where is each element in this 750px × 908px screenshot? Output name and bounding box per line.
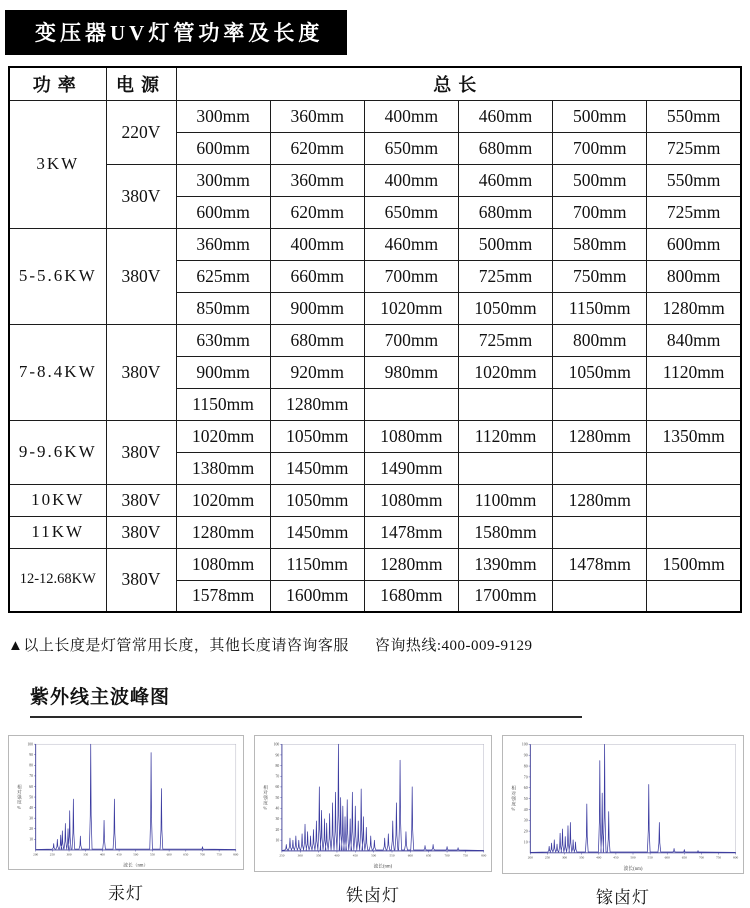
length-cell: 1490mm [364, 452, 458, 484]
empty-cell [364, 388, 458, 420]
svg-text:10: 10 [275, 838, 280, 843]
length-cell: 1080mm [364, 420, 458, 452]
svg-text:700: 700 [199, 852, 206, 857]
iron-halide-spectrum-chart [254, 735, 492, 872]
svg-text:70: 70 [523, 775, 528, 780]
note-hotline: 咨询热线:400-009-9129 [374, 638, 533, 654]
length-cell: 1150mm [176, 388, 270, 420]
svg-text:30: 30 [523, 818, 528, 823]
length-cell: 625mm [176, 260, 270, 292]
power-cell: 9-9.6KW [9, 420, 106, 484]
chart-caption-iron-halide: 铁卤灯 [346, 885, 400, 905]
length-cell: 1100mm [458, 484, 552, 516]
length-cell: 1020mm [364, 292, 458, 324]
length-cell: 1020mm [176, 484, 270, 516]
length-cell: 550mm [647, 164, 741, 196]
empty-cell [458, 388, 552, 420]
svg-text:800: 800 [733, 855, 739, 860]
svg-text:80: 80 [523, 764, 528, 769]
length-cell: 1478mm [553, 548, 647, 580]
svg-text:500: 500 [133, 852, 139, 857]
charts-row [8, 735, 744, 908]
spec-table-header [9, 67, 741, 100]
length-cell: 725mm [647, 196, 741, 228]
svg-text:350: 350 [83, 852, 89, 857]
empty-cell [647, 452, 741, 484]
voltage-cell: 380V [106, 420, 176, 484]
length-cell: 460mm [364, 228, 458, 260]
svg-text:30: 30 [29, 816, 34, 821]
svg-text:650: 650 [681, 855, 687, 860]
length-cell: 680mm [458, 196, 552, 228]
mercury-spectrum-plot [10, 737, 242, 868]
svg-text:40: 40 [29, 805, 34, 810]
svg-text:70: 70 [275, 774, 280, 779]
svg-text:10: 10 [523, 840, 528, 845]
svg-text:60: 60 [275, 785, 280, 790]
length-cell: 1600mm [270, 580, 364, 612]
table-row [9, 164, 741, 196]
length-cell: 1280mm [176, 516, 270, 548]
header-power: 功率 [9, 67, 106, 100]
length-cell: 800mm [553, 324, 647, 356]
svg-text:60: 60 [523, 786, 528, 791]
table-row [9, 548, 741, 580]
chart-figure-gallium-halide [502, 735, 744, 908]
iron-halide-spectrum-plot [256, 737, 490, 870]
page-title: 变压器UV灯管功率及长度 [5, 10, 347, 55]
svg-text:90: 90 [275, 753, 280, 758]
svg-text:400: 400 [334, 853, 340, 858]
table-row [9, 420, 741, 452]
voltage-cell: 220V [106, 100, 176, 164]
svg-text:350: 350 [316, 853, 322, 858]
svg-text:800: 800 [233, 852, 239, 857]
length-cell: 980mm [364, 356, 458, 388]
svg-text:400: 400 [99, 852, 105, 857]
svg-text:500: 500 [371, 853, 377, 858]
svg-text:600: 600 [407, 853, 413, 858]
svg-text:80: 80 [275, 763, 280, 768]
power-cell: 3KW [9, 100, 106, 228]
spec-table-body [9, 100, 741, 612]
svg-text:100: 100 [521, 742, 528, 747]
length-cell: 400mm [364, 100, 458, 132]
svg-text:250: 250 [279, 853, 285, 858]
svg-text:波长（nm）: 波长（nm） [123, 863, 149, 869]
length-cell: 1080mm [176, 548, 270, 580]
voltage-cell: 380V [106, 548, 176, 612]
length-cell: 580mm [553, 228, 647, 260]
length-cell: 1050mm [458, 292, 552, 324]
length-cell: 1280mm [553, 420, 647, 452]
svg-text:800: 800 [481, 853, 487, 858]
power-cell: 12-12.68KW [9, 548, 106, 612]
length-cell: 680mm [458, 132, 552, 164]
length-cell: 1150mm [553, 292, 647, 324]
svg-text:200: 200 [527, 855, 533, 860]
table-row [9, 484, 741, 516]
length-cell: 1280mm [364, 548, 458, 580]
length-cell: 400mm [364, 164, 458, 196]
length-cell: 500mm [458, 228, 552, 260]
svg-text:相对强度%: 相对强度% [17, 784, 22, 810]
voltage-cell: 380V [106, 484, 176, 516]
length-cell: 300mm [176, 100, 270, 132]
svg-text:300: 300 [66, 852, 72, 857]
length-cell: 360mm [270, 164, 364, 196]
length-cell: 1390mm [458, 548, 552, 580]
length-cell: 700mm [364, 324, 458, 356]
svg-text:450: 450 [613, 855, 619, 860]
length-cell: 460mm [458, 164, 552, 196]
header-row [9, 67, 741, 100]
length-cell: 850mm [176, 292, 270, 324]
length-cell: 680mm [270, 324, 364, 356]
length-cell: 1150mm [270, 548, 364, 580]
table-row [9, 324, 741, 356]
svg-text:750: 750 [216, 852, 222, 857]
length-cell: 630mm [176, 324, 270, 356]
length-cell: 725mm [458, 324, 552, 356]
length-cell: 1120mm [458, 420, 552, 452]
svg-text:相对强度%: 相对强度% [511, 786, 517, 813]
length-cell: 1020mm [176, 420, 270, 452]
chart-figure-mercury [8, 735, 244, 908]
svg-text:250: 250 [544, 855, 551, 860]
length-cell: 1578mm [176, 580, 270, 612]
svg-text:50: 50 [523, 796, 528, 801]
length-cell: 360mm [176, 228, 270, 260]
section-title-uv-peaks: 紫外线主波峰图 [30, 682, 582, 718]
svg-text:50: 50 [29, 795, 34, 800]
svg-text:350: 350 [579, 855, 585, 860]
voltage-cell: 380V [106, 516, 176, 548]
header-source: 电源 [106, 67, 176, 100]
voltage-cell: 380V [106, 164, 176, 228]
length-cell: 650mm [364, 196, 458, 228]
power-cell: 11KW [9, 516, 106, 548]
svg-text:650: 650 [426, 853, 432, 858]
gallium-halide-spectrum-chart [502, 735, 744, 874]
svg-text:100: 100 [27, 742, 34, 747]
length-cell: 1080mm [364, 484, 458, 516]
length-cell: 1380mm [176, 452, 270, 484]
power-cell: 5-5.6KW [9, 228, 106, 324]
length-cell: 900mm [270, 292, 364, 324]
voltage-cell: 380V [106, 228, 176, 324]
svg-text:波长(nm): 波长(nm) [623, 866, 643, 872]
svg-text:550: 550 [647, 855, 653, 860]
svg-text:300: 300 [297, 853, 303, 858]
length-cell: 1478mm [364, 516, 458, 548]
length-cell: 920mm [270, 356, 364, 388]
spec-table [8, 66, 742, 613]
length-cell: 840mm [647, 324, 741, 356]
length-cell: 700mm [553, 132, 647, 164]
length-cell: 900mm [176, 356, 270, 388]
length-cell: 800mm [647, 260, 741, 292]
svg-text:550: 550 [389, 853, 395, 858]
empty-cell [458, 452, 552, 484]
length-cell: 650mm [364, 132, 458, 164]
note-line [8, 634, 750, 655]
length-cell: 600mm [176, 132, 270, 164]
length-cell: 1700mm [458, 580, 552, 612]
gallium-halide-spectrum-plot [504, 737, 742, 872]
power-cell: 7-8.4KW [9, 324, 106, 420]
empty-cell [647, 580, 741, 612]
svg-text:20: 20 [523, 829, 528, 834]
header-total-length: 总长 [176, 67, 741, 100]
mercury-spectrum-chart [8, 735, 244, 870]
length-cell: 725mm [458, 260, 552, 292]
svg-text:50: 50 [275, 795, 280, 800]
length-cell: 1050mm [270, 484, 364, 516]
empty-cell [647, 388, 741, 420]
empty-cell [647, 484, 741, 516]
svg-text:750: 750 [462, 853, 468, 858]
length-cell: 1450mm [270, 516, 364, 548]
svg-text:波长(nm): 波长(nm) [373, 864, 393, 870]
svg-text:80: 80 [29, 763, 34, 768]
svg-text:700: 700 [444, 853, 450, 858]
length-cell: 500mm [553, 164, 647, 196]
svg-text:相对强度%: 相对强度% [263, 784, 268, 811]
svg-text:400: 400 [596, 855, 602, 860]
length-cell: 620mm [270, 196, 364, 228]
length-cell: 1350mm [647, 420, 741, 452]
svg-text:200: 200 [33, 852, 39, 857]
svg-text:600: 600 [166, 852, 172, 857]
svg-text:10: 10 [29, 837, 34, 842]
svg-text:90: 90 [523, 753, 528, 758]
length-cell: 750mm [553, 260, 647, 292]
svg-text:700: 700 [698, 855, 705, 860]
svg-text:450: 450 [116, 852, 122, 857]
length-cell: 500mm [553, 100, 647, 132]
length-cell: 1050mm [270, 420, 364, 452]
svg-text:600: 600 [664, 855, 670, 860]
length-cell: 700mm [364, 260, 458, 292]
chart-caption-mercury: 汞灯 [108, 884, 144, 904]
length-cell: 1280mm [553, 484, 647, 516]
voltage-cell: 380V [106, 324, 176, 420]
table-row [9, 100, 741, 132]
length-cell: 550mm [647, 100, 741, 132]
svg-text:30: 30 [275, 817, 280, 822]
svg-text:650: 650 [183, 852, 189, 857]
svg-text:500: 500 [630, 855, 636, 860]
length-cell: 1120mm [647, 356, 741, 388]
svg-text:250: 250 [49, 852, 55, 857]
power-cell: 10KW [9, 484, 106, 516]
length-cell: 360mm [270, 100, 364, 132]
table-row [9, 228, 741, 260]
length-cell: 600mm [647, 228, 741, 260]
svg-text:40: 40 [523, 807, 528, 812]
empty-cell [553, 388, 647, 420]
svg-text:550: 550 [149, 852, 155, 857]
length-cell: 600mm [176, 196, 270, 228]
length-cell: 1580mm [458, 516, 552, 548]
svg-text:70: 70 [29, 774, 34, 779]
chart-caption-gallium-halide: 镓卤灯 [596, 887, 650, 907]
length-cell: 1280mm [647, 292, 741, 324]
svg-text:40: 40 [275, 806, 280, 811]
chart-figure-iron-halide [254, 735, 492, 908]
svg-text:100: 100 [273, 742, 280, 747]
length-cell: 400mm [270, 228, 364, 260]
length-cell: 1450mm [270, 452, 364, 484]
svg-text:90: 90 [29, 753, 34, 758]
length-cell: 1280mm [270, 388, 364, 420]
empty-cell [553, 452, 647, 484]
empty-cell [553, 580, 647, 612]
length-cell: 300mm [176, 164, 270, 196]
empty-cell [647, 516, 741, 548]
empty-cell [553, 516, 647, 548]
table-row [9, 516, 741, 548]
svg-text:450: 450 [352, 853, 358, 858]
svg-text:20: 20 [29, 827, 34, 832]
length-cell: 700mm [553, 196, 647, 228]
length-cell: 1680mm [364, 580, 458, 612]
length-cell: 460mm [458, 100, 552, 132]
svg-text:60: 60 [29, 784, 34, 789]
svg-text:300: 300 [561, 855, 568, 860]
length-cell: 1050mm [553, 356, 647, 388]
svg-text:750: 750 [715, 855, 722, 860]
length-cell: 725mm [647, 132, 741, 164]
length-cell: 1020mm [458, 356, 552, 388]
length-cell: 660mm [270, 260, 364, 292]
length-cell: 1500mm [647, 548, 741, 580]
length-cell: 620mm [270, 132, 364, 164]
svg-text:20: 20 [275, 827, 280, 832]
note-text: ▲以上长度是灯管常用长度，其他长度请咨询客服 [8, 638, 349, 654]
